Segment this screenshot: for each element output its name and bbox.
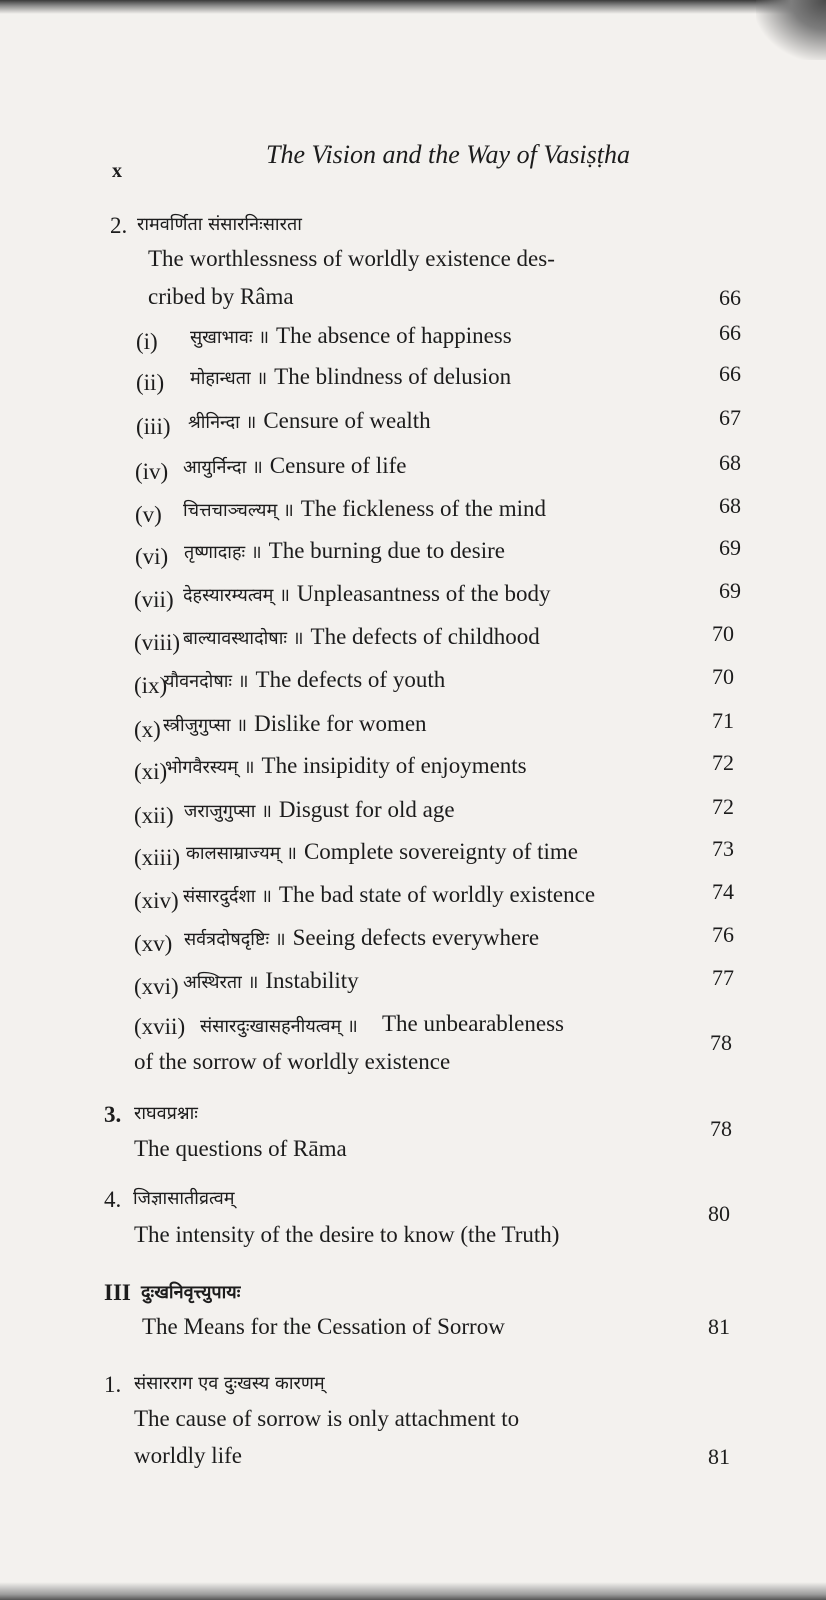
sub-entry-sanskrit: सुखाभावः ॥ — [190, 327, 270, 348]
sub-entry-sanskrit: संसारदुर्दशा ॥ — [183, 886, 272, 907]
sub-entry-titles — [183, 496, 546, 522]
entry-number: 1. — [104, 1372, 122, 1397]
english-title-line-1: The cause of sorrow is only attachment to — [134, 1406, 520, 1431]
sanskrit-title: राघवप्रश्नाः — [134, 1103, 198, 1124]
sub-entry-sanskrit: सर्वत्रदोषदृष्टिः ॥ — [184, 929, 286, 950]
sub-entry-english: The burning due to desire — [268, 538, 505, 563]
page-number: 81 — [708, 1444, 730, 1469]
sub-entry-english: Dislike for women — [254, 711, 427, 736]
entry-number: 3. — [104, 1102, 122, 1127]
english-title-line-2: worldly life — [134, 1443, 242, 1468]
sanskrit-title: जिज्ञासातीव्रत्वम् — [133, 1188, 235, 1209]
sub-entry-english: The defects of childhood — [310, 624, 540, 649]
sub-entry-number: (viii) — [134, 630, 180, 655]
page-number: 69 — [719, 535, 741, 560]
sub-entry-sanskrit: मोहान्धता ॥ — [190, 368, 268, 389]
sub-entry-english: Complete sovereignty of time — [303, 839, 578, 864]
page-number: 66 — [719, 361, 741, 386]
page-number: 78 — [710, 1030, 732, 1055]
sub-entry-titles — [184, 925, 539, 951]
english-title-line-2: cribed by Râma — [148, 284, 294, 309]
sub-entry-english: Seeing defects everywhere — [292, 925, 540, 950]
sub-entry-english: The fickleness of the mind — [300, 496, 547, 521]
sub-entry-english: Unpleasantness of the body — [296, 581, 551, 606]
sub-entry-number: (xvii) — [134, 1014, 186, 1039]
sub-entry-sanskrit: संसारदुःखासहनीयत्वम् ॥ — [200, 1016, 358, 1037]
page-number: 78 — [710, 1116, 732, 1141]
part-number: III — [104, 1280, 131, 1305]
sub-entry-sanskrit: देहस्यारम्यत्वम् ॥ — [183, 585, 290, 606]
sub-entry-english: The defects of youth — [255, 667, 446, 692]
page-number: 81 — [708, 1314, 730, 1339]
sub-entry-sanskrit: जराजुगुप्सा ॥ — [184, 801, 272, 822]
sub-entry-english: The blindness of delusion — [274, 364, 512, 389]
sub-entry-english: Censure of wealth — [263, 408, 431, 433]
sub-entry-number: (xv) — [134, 931, 173, 956]
sub-entry-sanskrit: चित्तचाञ्चल्यम् ॥ — [183, 500, 294, 521]
page-number: 71 — [712, 708, 734, 733]
sub-entry-titles — [190, 323, 512, 349]
sub-entry-english: Censure of life — [269, 453, 407, 478]
sub-entry-number: (xi) — [134, 759, 168, 784]
sub-entry-titles — [183, 968, 359, 994]
page-edge-shadow-top — [0, 0, 826, 14]
sub-entry-number: (ix) — [134, 673, 168, 698]
entry-number: 2. — [110, 213, 128, 238]
page-number: 73 — [712, 836, 734, 861]
page-number: 66 — [719, 285, 741, 310]
page-number: 72 — [712, 794, 734, 819]
sub-entry-titles — [183, 581, 551, 607]
sub-entry-titles — [186, 839, 578, 865]
sub-entry-number: (vii) — [134, 587, 174, 612]
sub-entry-sanskrit: अस्थिरता ॥ — [183, 972, 259, 993]
sub-entry-titles — [188, 408, 431, 434]
sub-entry-number: (vi) — [135, 544, 169, 569]
english-title: The Means for the Cessation of Sorrow — [142, 1314, 505, 1339]
sub-entry-sanskrit: कालसाम्राज्यम् ॥ — [186, 843, 297, 864]
page-number: 70 — [712, 664, 734, 689]
sub-entry-number: (v) — [135, 502, 162, 527]
sanskrit-title: रामवर्णिता संसारनिःसारता — [137, 214, 302, 235]
sub-entry-sanskrit: यौवनदोषाः ॥ — [164, 671, 249, 692]
folio-number: x — [112, 160, 122, 182]
sub-entry-titles — [165, 753, 527, 779]
english-title-line-1: The worthlessness of worldly existence des- — [148, 246, 555, 271]
sub-entry-number: (i) — [136, 329, 158, 354]
page-number: 66 — [719, 320, 741, 345]
english-title: The questions of Rāma — [134, 1136, 347, 1161]
page-number: 70 — [712, 621, 734, 646]
sub-entry-sanskrit: स्त्रीजुगुप्सा ॥ — [163, 715, 248, 736]
sub-entry-titles — [164, 667, 445, 693]
sub-entry-sanskrit: भोगवैरस्यम् ॥ — [165, 757, 255, 778]
page-corner-shadow — [756, 0, 826, 60]
page-edge-shadow-bottom — [0, 1582, 826, 1600]
sub-entry-sanskrit: श्रीनिन्दा ॥ — [188, 412, 257, 433]
sub-entry-titles — [163, 711, 427, 737]
entry-number: 4. — [104, 1187, 122, 1212]
sub-entry-number: (xii) — [134, 803, 174, 828]
page-number: 69 — [719, 578, 741, 603]
page-number: 76 — [712, 922, 734, 947]
sub-entry-number: (iii) — [136, 414, 171, 439]
running-head: The Vision and the Way of Vasiṣṭha — [266, 140, 630, 169]
sanskrit-title: दुःखनिवृत्त्युपायः — [141, 1282, 241, 1303]
sub-entry-english: Instability — [265, 968, 359, 993]
sub-entry-titles — [190, 364, 511, 390]
sub-entry-titles — [183, 882, 595, 908]
sub-entry-sanskrit: तृष्णादाहः ॥ — [184, 542, 262, 563]
sub-entry-titles — [183, 624, 540, 650]
sanskrit-title: संसारराग एव दुःखस्य कारणम् — [134, 1373, 325, 1394]
sub-entry-number: (xiv) — [134, 888, 179, 913]
sub-entry-titles — [183, 453, 406, 479]
sub-entry-english: Disgust for old age — [278, 797, 455, 822]
sub-entry-english: The absence of happiness — [276, 323, 512, 348]
sub-entry-number: (xiii) — [134, 845, 180, 870]
sub-entry-english-line-1: The unbearableness — [382, 1011, 565, 1036]
sub-entry-number: (ii) — [136, 370, 165, 395]
page-number: 67 — [719, 405, 741, 430]
sub-entry-number: (xvi) — [134, 974, 179, 999]
sub-entry-sanskrit: आयुर्निन्दा ॥ — [183, 457, 263, 478]
sub-entry-titles — [184, 797, 455, 823]
page-number: 72 — [712, 750, 734, 775]
sub-entry-english: The bad state of worldly existence — [278, 882, 596, 907]
page-number: 74 — [712, 879, 734, 904]
sub-entry-number: (x) — [134, 717, 161, 742]
sub-entry-english-line-2: of the sorrow of worldly existence — [134, 1049, 451, 1074]
english-title: The intensity of the desire to know (the Truth) — [134, 1222, 560, 1247]
page-number: 80 — [708, 1201, 730, 1226]
sub-entry-number: (iv) — [135, 459, 169, 484]
page-number: 77 — [712, 965, 734, 990]
sub-entry-titles — [184, 538, 505, 564]
page-number: 68 — [719, 450, 741, 475]
sub-entry-english: The insipidity of enjoyments — [261, 753, 527, 778]
sub-entry-sanskrit: बाल्यावस्थादोषाः ॥ — [183, 628, 304, 649]
page-number: 68 — [719, 493, 741, 518]
